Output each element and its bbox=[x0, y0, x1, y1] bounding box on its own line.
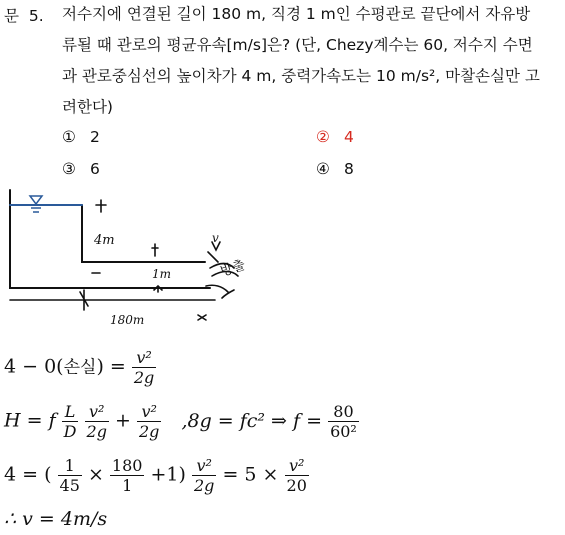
diameter-arrow bbox=[154, 286, 162, 292]
length-label: 180m bbox=[110, 313, 145, 327]
question-number: 5. bbox=[28, 7, 44, 25]
outflow-label: 방출 bbox=[218, 257, 248, 280]
question-line-2: 류될 때 관로의 평균유속[m/s]은? (단, Chezy계수는 60, 저수지 수면 bbox=[62, 36, 533, 54]
equation-line-3: 4 = ( $\frac{1}{45}$ × $\frac{180}{1}$ +1) $\frac{\text{v²}}{2g}$ = 5 × $\frac{\text{v²}}{20}$ bbox=[4, 456, 307, 495]
option-3[interactable]: ③ 6 bbox=[62, 160, 100, 178]
equation-line-1: 4 − 0(손실) = $\frac{\text{v²}}{2g}$ bbox=[4, 348, 155, 387]
height-label: 4m bbox=[94, 233, 115, 248]
question-line-1: 저수지에 연결된 길이 180 m, 직경 1 m인 수평관로 끝단에서 자유방 bbox=[62, 5, 531, 23]
outlet-velocity-label: v bbox=[212, 231, 219, 245]
height-bottom-tick bbox=[152, 244, 158, 256]
equation-line-2: H = f $\frac{L}{D}$ $\frac{\text{v²}}{2g}$ + $\frac{\text{v²}}{2g}$ ,8g = fc² ⇒ f = $\frac{80}{\text{60²}}$ bbox=[4, 402, 357, 441]
question-line-3: 과 관로중심선의 높이차가 4 m, 중력가속도는 10 m/s², 마찰손실만 고 bbox=[62, 67, 540, 85]
diameter-label: 1m bbox=[152, 267, 172, 281]
option-2-selected[interactable]: ② 4 bbox=[316, 128, 354, 146]
option-1[interactable]: ① 2 bbox=[62, 128, 100, 146]
height-top-tick bbox=[96, 200, 106, 212]
question-label: 문 5. bbox=[4, 7, 44, 25]
question-line-4: 려한다) bbox=[62, 98, 113, 116]
equation-line-4: ∴ v = 4m/s bbox=[4, 508, 108, 530]
option-4[interactable]: ④ 8 bbox=[316, 160, 354, 178]
